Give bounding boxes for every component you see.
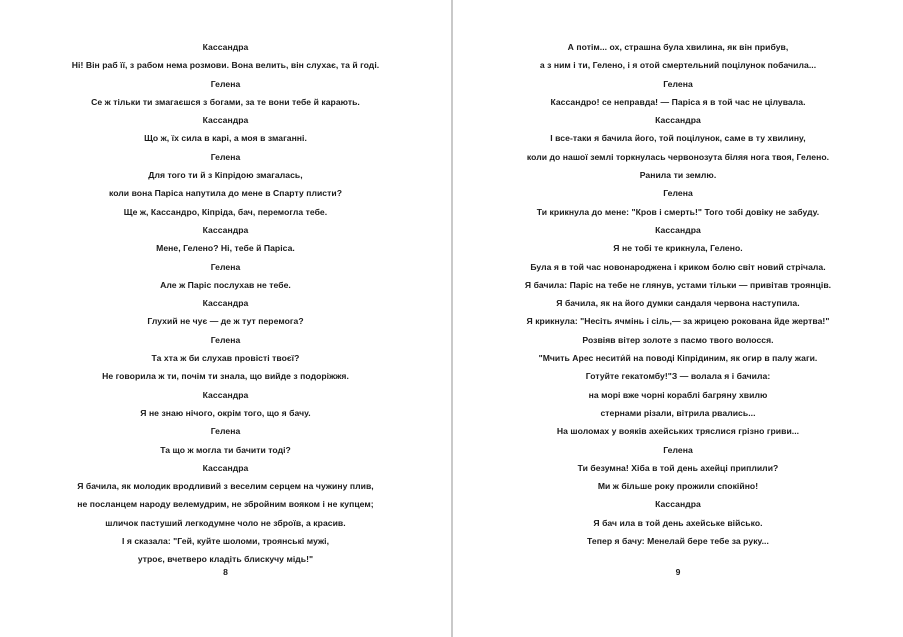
text-line: І я сказала: "Гей, куйте шоломи, троянські мужі,	[121, 536, 330, 547]
text-line: шличок пастуший легкодумне чоло не зброїв, а красив.	[105, 517, 346, 528]
text-line: Ні! Він раб її, з рабом нема розмови. Вона велить, він слухає, та й годі.	[71, 60, 380, 71]
text-line: Кассандра	[202, 42, 249, 52]
text-line: Я не знаю нічого, окрім того, що я бачу.	[140, 407, 311, 418]
text-line: А потім... ох, страшна була хвилина, як він прибув,	[567, 42, 789, 52]
text-line: Кассандро! се неправда! — Паріса я в той час не цілувала.	[550, 96, 806, 107]
text-line: Кассандра	[655, 499, 701, 510]
text-line: Мене, Гелено? Ні, тебе й Паріса.	[156, 243, 295, 254]
text-line: Кассандра	[655, 224, 701, 235]
text-line: Ранила ти землю.	[639, 170, 717, 181]
text-line: Ще ж, Кассандро, Кіпріда, бач, перемогла тебе.	[123, 206, 328, 217]
text-line: Готуйте гекатомбу!"З — волала я і бачила:	[585, 371, 771, 382]
text-line: на морі вже чорні кораблі багряну хвилю	[588, 389, 768, 400]
text-line: Гелена	[210, 261, 241, 272]
left-page	[0, 0, 451, 637]
left-page-text	[0, 40, 451, 571]
text-line: Ми ж більше року прожили спокійно!	[597, 481, 759, 492]
text-line: Ти безумна! Хіба в той день ахейці приплили?	[577, 462, 779, 473]
text-line: Та хта ж би слухав провісті твоєї?	[151, 353, 300, 364]
text-line: Гелена	[210, 334, 241, 345]
text-line: Гелена	[663, 444, 693, 455]
text-line: Для того ти й з Кіпрідою змагалась,	[148, 170, 303, 181]
text-line: Гелена	[210, 78, 241, 89]
text-line: коли до нашої землі торкнулась червонозута біляя нога твоя, Гелено.	[526, 151, 830, 162]
text-line: Гелена	[663, 188, 693, 199]
text-line: Не говорила ж ти, почім ти знала, що вийде з подоріжжя.	[102, 371, 349, 382]
text-line: утроє, вчетверо кладіть блискучу мідь!"	[137, 554, 314, 565]
text-line: Я крикнула: "Несіть ячмінь і сіль,— за жрицею рокована йде жертва!"	[526, 316, 830, 327]
text-line: Я бачила, як на його думки сандаля червона наступила.	[556, 298, 800, 309]
text-line: Гелена	[663, 78, 693, 89]
text-line: Кассандра	[202, 115, 249, 126]
text-line: Я бачила: Паріс на тебе не глянув, устами тільки — привітав троянців.	[524, 279, 832, 290]
right-page	[453, 0, 903, 637]
text-line: Кассандра	[202, 389, 249, 400]
text-line: Я бач ила в той день ахейське військо.	[593, 517, 763, 528]
text-line: коли вона Паріса напутила до мене в Спарту плисти?	[108, 188, 343, 199]
text-line: Глухий не чує — де ж тут перемога?	[147, 316, 304, 327]
text-line: "Мчить Арес несити́й на поводі Кіпрідиним, як огир в палу жаги.	[538, 353, 818, 364]
text-line: Ти крикнула до мене: "Кров і смерть!" Того тобі довіку не забуду.	[536, 206, 820, 217]
text-line: стернами різали, вітрила рвались...	[600, 407, 756, 418]
right-page-text	[453, 40, 903, 552]
text-line: Гелена	[210, 426, 241, 437]
text-line: Розвіяв вітер золоте з пасмо твого волосся.	[582, 334, 774, 345]
text-line: Се ж тільки ти змагаєшся з богами, за те вони тебе й карають.	[91, 96, 360, 107]
text-line: Я бачила, як молодик вродливий з веселим серцем на чужину плив,	[77, 481, 374, 492]
text-line: а з ним і ти, Гелено, і я отой смертельний поцілунок побачила...	[539, 60, 817, 71]
text-line: Але ж Паріс послухав не тебе.	[160, 279, 291, 290]
text-line: Гелена	[210, 151, 241, 162]
text-line: Кассандра	[202, 462, 249, 473]
text-line: Що ж, їх сила в карі, а моя в змаганні.	[144, 133, 307, 144]
text-line: На шоломах у вояків ахейських тряслися грізно гриви...	[556, 426, 800, 437]
text-line: Тепер я бачу: Менелай бере тебе за руку...	[587, 536, 769, 547]
page-number: 8	[223, 567, 228, 577]
page-number: 9	[675, 567, 681, 577]
text-line: Та що ж могла ти бачити тоді?	[160, 444, 291, 455]
text-line: Кассандра	[202, 298, 249, 309]
text-line: Була я в той час новонароджена і криком болю світ новий стрічала.	[530, 261, 826, 272]
text-line: Я не тобі те крикнула, Гелено.	[613, 243, 743, 254]
text-line: Кассандра	[202, 224, 249, 235]
text-line: Кассандра	[655, 115, 701, 126]
text-line: І все-таки я бачила його, той поцілунок, саме в ту хвилину,	[550, 133, 806, 144]
text-line: не посланцем народу велемудрим, не збройним вояком і не купцем;	[77, 499, 374, 510]
